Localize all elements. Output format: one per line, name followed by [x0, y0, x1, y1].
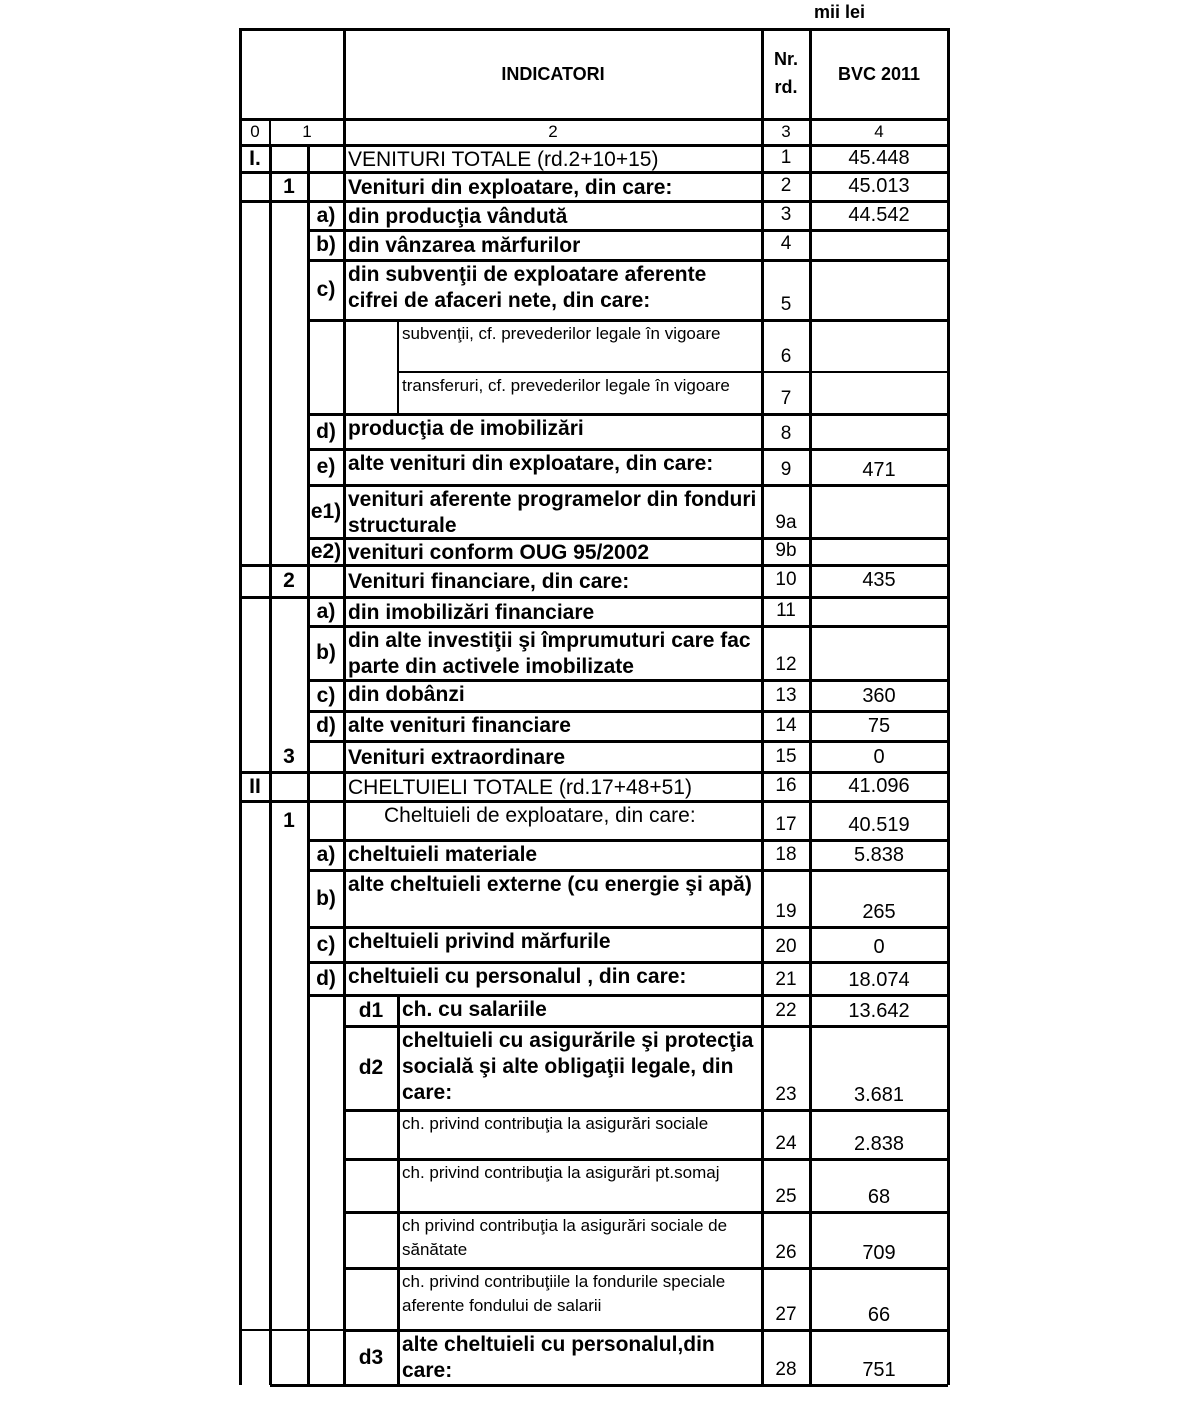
- row-section-label: [240, 597, 270, 626]
- row-value: [810, 372, 948, 412]
- row-value: 5.838: [853, 844, 905, 866]
- row-indicator-text: CHELTUIELI TOTALE (rd.17+48+51): [348, 775, 692, 799]
- row-item-index: b): [316, 641, 336, 664]
- grid-line: [397, 320, 399, 414]
- row-value: [810, 626, 948, 678]
- row-item-index: e): [316, 455, 336, 478]
- grid-line: [308, 484, 948, 487]
- row-item-index: [308, 1268, 344, 1330]
- row-number: 5: [780, 294, 792, 315]
- row-number: 8: [780, 423, 792, 444]
- row-number: 23: [775, 1084, 797, 1105]
- row-section-label: [240, 538, 270, 565]
- row-indicator-text: din subvenţii de exploatare aferente cifrei de afaceri nete, din care:: [348, 263, 707, 312]
- row-group-number: [270, 626, 308, 680]
- row-indicator-text: din producţia vândută: [348, 204, 568, 228]
- row-group-number: [270, 680, 308, 711]
- row-group-number: [270, 870, 308, 927]
- row-item-index: c): [316, 932, 336, 956]
- row-item-index: e1): [310, 499, 342, 523]
- grid-line: [308, 448, 948, 451]
- row-group-number: [270, 927, 308, 962]
- row-value: 44.542: [848, 203, 910, 226]
- row-value: 709: [862, 1242, 896, 1264]
- row-indicator-text: venituri aferente programelor din fonduri structurale: [348, 488, 757, 537]
- row-item-index: [308, 565, 344, 597]
- grid-line: [398, 371, 948, 373]
- grid-line: [308, 994, 948, 997]
- row-item-index: [308, 1110, 344, 1159]
- row-item-index: b): [316, 886, 336, 910]
- row-group-number: [270, 320, 308, 372]
- row-value: 68: [867, 1186, 891, 1208]
- row-section-label: [240, 870, 270, 927]
- row-group-number: [270, 597, 308, 626]
- row-item-index: [308, 146, 344, 172]
- row-section-label: [240, 626, 270, 680]
- row-value: 13.642: [848, 1000, 910, 1022]
- row-section-label: [240, 1110, 270, 1159]
- row-indicator-text: alte cheltuieli externe (cu energie şi apă): [348, 873, 752, 896]
- col-number-1: 1: [302, 122, 312, 141]
- row-number: 21: [775, 969, 797, 990]
- row-number: 27: [775, 1304, 797, 1325]
- row-number: 10: [775, 569, 797, 590]
- row-group-number: [270, 711, 308, 741]
- row-number: 9b: [775, 539, 797, 561]
- row-item-index: c): [316, 278, 336, 301]
- row-group-number: [270, 414, 308, 449]
- row-group-number: [270, 962, 308, 995]
- row-item-index: a): [316, 599, 336, 623]
- row-value: 40.519: [848, 814, 910, 836]
- row-group-number: 1: [283, 174, 295, 198]
- row-number: 19: [775, 901, 797, 922]
- row-section-label: [240, 1268, 270, 1330]
- row-value: 751: [862, 1359, 896, 1381]
- row-item-index: [308, 172, 344, 201]
- grid-line: [761, 28, 764, 1385]
- grid-line: [240, 800, 948, 803]
- grid-line: [344, 1267, 948, 1270]
- row-number: 2: [780, 174, 792, 196]
- row-section-label: [240, 230, 270, 260]
- row-section-label: [240, 485, 270, 538]
- row-item-index: d): [316, 419, 336, 443]
- row-number: 6: [780, 346, 792, 367]
- grid-line: [308, 319, 948, 322]
- row-section-label: [240, 995, 270, 1026]
- row-item-index: c): [316, 683, 336, 707]
- row-group-number: 1: [283, 808, 295, 832]
- row-group-number: [270, 1110, 308, 1159]
- row-indicator-text: transferuri, cf. prevederilor legale în vigoare: [402, 376, 730, 395]
- row-value: [810, 538, 948, 563]
- row-number: 16: [775, 774, 797, 796]
- row-value: 18.074: [848, 969, 910, 991]
- grid-line: [308, 839, 948, 842]
- row-section-label: [240, 680, 270, 711]
- row-value: [810, 485, 948, 536]
- row-indicator-text: Cheltuieli de exploatare, din care:: [384, 804, 696, 827]
- row-group-number: [270, 1212, 308, 1268]
- row-number: 18: [775, 844, 797, 865]
- grid-line: [809, 28, 812, 1385]
- grid-line: [240, 596, 948, 599]
- col-number-4: 4: [874, 122, 884, 141]
- row-value: 41.096: [848, 774, 910, 797]
- row-number: 25: [775, 1186, 797, 1207]
- row-item-index: [308, 372, 344, 414]
- row-value: [810, 260, 948, 318]
- row-indicator-text: cheltuieli privind mărfurile: [348, 930, 611, 953]
- row-item-index: b): [316, 233, 336, 256]
- grid-line: [240, 28, 948, 31]
- row-indicator-text: din vânzarea mărfurilor: [348, 234, 581, 257]
- row-number: 9a: [775, 512, 797, 533]
- row-value: 471: [862, 459, 896, 481]
- row-number: 3: [780, 203, 792, 225]
- row-number: 26: [775, 1242, 797, 1263]
- grid-line: [239, 28, 242, 1385]
- row-item-index: [308, 1212, 344, 1268]
- col-number-3: 3: [781, 122, 791, 141]
- row-number: 1: [780, 147, 792, 168]
- row-indicator-text: producţia de imobilizări: [348, 417, 584, 440]
- grid-line: [240, 1329, 270, 1331]
- grid-line: [308, 625, 948, 628]
- row-section-label: [240, 801, 270, 840]
- row-item-index: [308, 772, 344, 801]
- row-indicator-text: VENITURI TOTALE (rd.2+10+15): [348, 148, 659, 171]
- row-indicator-text: cheltuieli materiale: [348, 843, 538, 866]
- row-section-label: [240, 962, 270, 995]
- row-value: 435: [862, 569, 896, 591]
- row-group-number: 3: [283, 744, 295, 768]
- row-indicator-text: alte cheltuieli cu personalul,din care:: [402, 1333, 715, 1382]
- grid-line: [947, 28, 950, 1385]
- header-bvc: BVC 2011: [837, 64, 921, 84]
- col-number-2: 2: [548, 122, 558, 141]
- row-group-number: [270, 485, 308, 538]
- grid-line: [344, 1329, 948, 1332]
- row-section-label: [240, 201, 270, 230]
- grid-line: [308, 961, 948, 964]
- row-item-index: a): [316, 203, 336, 227]
- row-indicator-text: Venituri financiare, din care:: [348, 570, 630, 593]
- row-value: 0: [873, 936, 885, 958]
- row-item-index: [308, 801, 344, 840]
- row-value: [810, 597, 948, 624]
- grid-line: [308, 679, 948, 682]
- row-value: 360: [862, 685, 896, 707]
- row-group-number: 2: [283, 569, 295, 592]
- grid-line: [343, 28, 346, 1385]
- row-item-index: d3: [358, 1345, 384, 1369]
- row-value: 75: [867, 715, 891, 737]
- row-value: 265: [862, 901, 896, 923]
- row-group-number: [270, 772, 308, 801]
- row-section-label: [240, 1159, 270, 1212]
- row-section-label: I.: [249, 147, 261, 170]
- row-group-number: [270, 1268, 308, 1330]
- row-indicator-text: cheltuieli cu personalul , din care:: [348, 965, 687, 988]
- row-indicator-text: ch privind contribuţia la asigurări sociale de sănătate: [402, 1216, 728, 1259]
- grid-line: [240, 171, 948, 174]
- grid-line: [240, 144, 948, 147]
- row-section-label: II: [249, 774, 261, 798]
- col-number-0: 0: [250, 122, 260, 141]
- row-indicator-text: alte venituri din exploatare, din care:: [348, 452, 714, 475]
- row-indicator-text: din alte investiţii şi împrumuturi care fac parte din activele imobilizate: [348, 629, 751, 678]
- grid-line: [344, 1211, 948, 1214]
- row-indicator-text: subvenţii, cf. prevederilor legale în vigoare: [402, 324, 721, 343]
- row-section-label: [240, 1026, 270, 1110]
- grid-line: [344, 1109, 948, 1112]
- row-group-number: [270, 260, 308, 320]
- grid-line: [270, 1329, 344, 1331]
- row-group-number: [270, 146, 308, 172]
- row-number: 9: [780, 459, 792, 480]
- grid-line: [308, 926, 948, 929]
- row-item-index: [308, 320, 344, 372]
- row-value: [810, 414, 948, 447]
- row-group-number: [270, 1159, 308, 1212]
- grid-line: [307, 146, 310, 1385]
- row-item-index: d1: [358, 998, 384, 1022]
- row-value: 2.838: [853, 1133, 905, 1155]
- grid-line: [240, 200, 948, 203]
- row-value: [810, 320, 948, 370]
- row-section-label: [240, 927, 270, 962]
- row-group-number: [270, 840, 308, 870]
- row-item-index: a): [316, 843, 336, 866]
- grid-line: [270, 1384, 948, 1387]
- row-item-index: d): [316, 714, 336, 737]
- row-number: 14: [775, 715, 797, 736]
- row-group-number: [270, 449, 308, 485]
- row-group-number: [270, 372, 308, 414]
- row-group-number: [270, 1330, 308, 1385]
- grid-line: [344, 1158, 948, 1161]
- row-indicator-text: Venituri extraordinare: [348, 745, 566, 769]
- row-item-index: e2): [310, 539, 342, 563]
- row-group-number: [270, 538, 308, 565]
- row-section-label: [240, 260, 270, 320]
- row-item-index: [308, 741, 344, 772]
- row-indicator-text: din imobilizări financiare: [348, 600, 595, 624]
- row-item-index: [308, 1159, 344, 1212]
- row-value: 45.013: [848, 174, 910, 197]
- row-indicator-text: din dobânzi: [348, 683, 465, 706]
- grid-line: [308, 229, 948, 232]
- row-section-label: [240, 1212, 270, 1268]
- row-section-label: [240, 741, 270, 772]
- row-indicator-text: Venituri din exploatare, din care:: [348, 175, 673, 199]
- row-value: [810, 230, 948, 258]
- row-indicator-text: ch. privind contribuţia la asigurări pt.somaj: [402, 1163, 720, 1182]
- grid-line: [308, 710, 948, 713]
- row-section-label: [240, 840, 270, 870]
- row-indicator-text: venituri conform OUG 95/2002: [348, 540, 650, 564]
- row-indicator-text: ch. privind contribuţia la asigurări sociale: [402, 1114, 709, 1133]
- grid-line: [308, 259, 948, 262]
- row-group-number: [270, 230, 308, 260]
- header-nr-rd-line1: Nr.: [773, 49, 798, 69]
- grid-line: [240, 118, 948, 121]
- row-number: 11: [776, 599, 796, 621]
- row-value: 66: [867, 1304, 891, 1326]
- row-number: 13: [775, 685, 797, 706]
- row-number: 15: [775, 746, 797, 767]
- row-value: 0: [873, 746, 885, 768]
- row-number: 17: [775, 814, 797, 835]
- grid-line: [240, 771, 948, 774]
- row-number: 7: [780, 388, 792, 409]
- row-number: 22: [775, 1000, 797, 1021]
- row-indicator-text: cheltuieli cu asigurările şi protecţia socială şi alte obligaţii legale, din care:: [402, 1029, 754, 1104]
- grid-line: [308, 537, 948, 540]
- row-number: 4: [780, 233, 792, 254]
- row-indicator-text: ch. cu salariile: [402, 998, 547, 1021]
- row-number: 12: [775, 654, 797, 675]
- row-group-number: [270, 1026, 308, 1110]
- row-section-label: [240, 449, 270, 485]
- row-group-number: [270, 201, 308, 230]
- grid-line: [269, 119, 271, 146]
- row-indicator-text: alte venituri financiare: [348, 714, 571, 737]
- grid-line: [344, 1025, 948, 1028]
- unit-label: mii lei: [814, 2, 866, 22]
- row-value: 45.448: [848, 147, 910, 169]
- row-section-label: [240, 711, 270, 741]
- row-section-label: [240, 320, 270, 372]
- grid-line: [308, 413, 948, 416]
- grid-line: [308, 740, 948, 743]
- row-number: 28: [775, 1359, 797, 1380]
- row-section-label: [240, 565, 270, 597]
- row-section-label: [240, 414, 270, 449]
- row-section-label: [240, 1330, 270, 1385]
- grid-line: [308, 869, 948, 872]
- row-number: 24: [775, 1133, 797, 1154]
- row-section-label: [240, 172, 270, 201]
- grid-line: [240, 564, 948, 567]
- row-group-number: [270, 995, 308, 1026]
- row-value: 3.681: [853, 1084, 905, 1106]
- row-item-index: d2: [358, 1056, 384, 1079]
- grid-line: [269, 146, 272, 1385]
- header-nr-rd-line2: rd.: [774, 77, 798, 97]
- row-item-index: d): [316, 966, 336, 990]
- row-number: 20: [775, 936, 797, 957]
- grid-line: [397, 995, 400, 1385]
- header-indicators: INDICATORI: [501, 64, 605, 84]
- row-indicator-text: ch. privind contribuţiile la fondurile speciale aferente fondului de salarii: [402, 1272, 726, 1315]
- row-section-label: [240, 372, 270, 414]
